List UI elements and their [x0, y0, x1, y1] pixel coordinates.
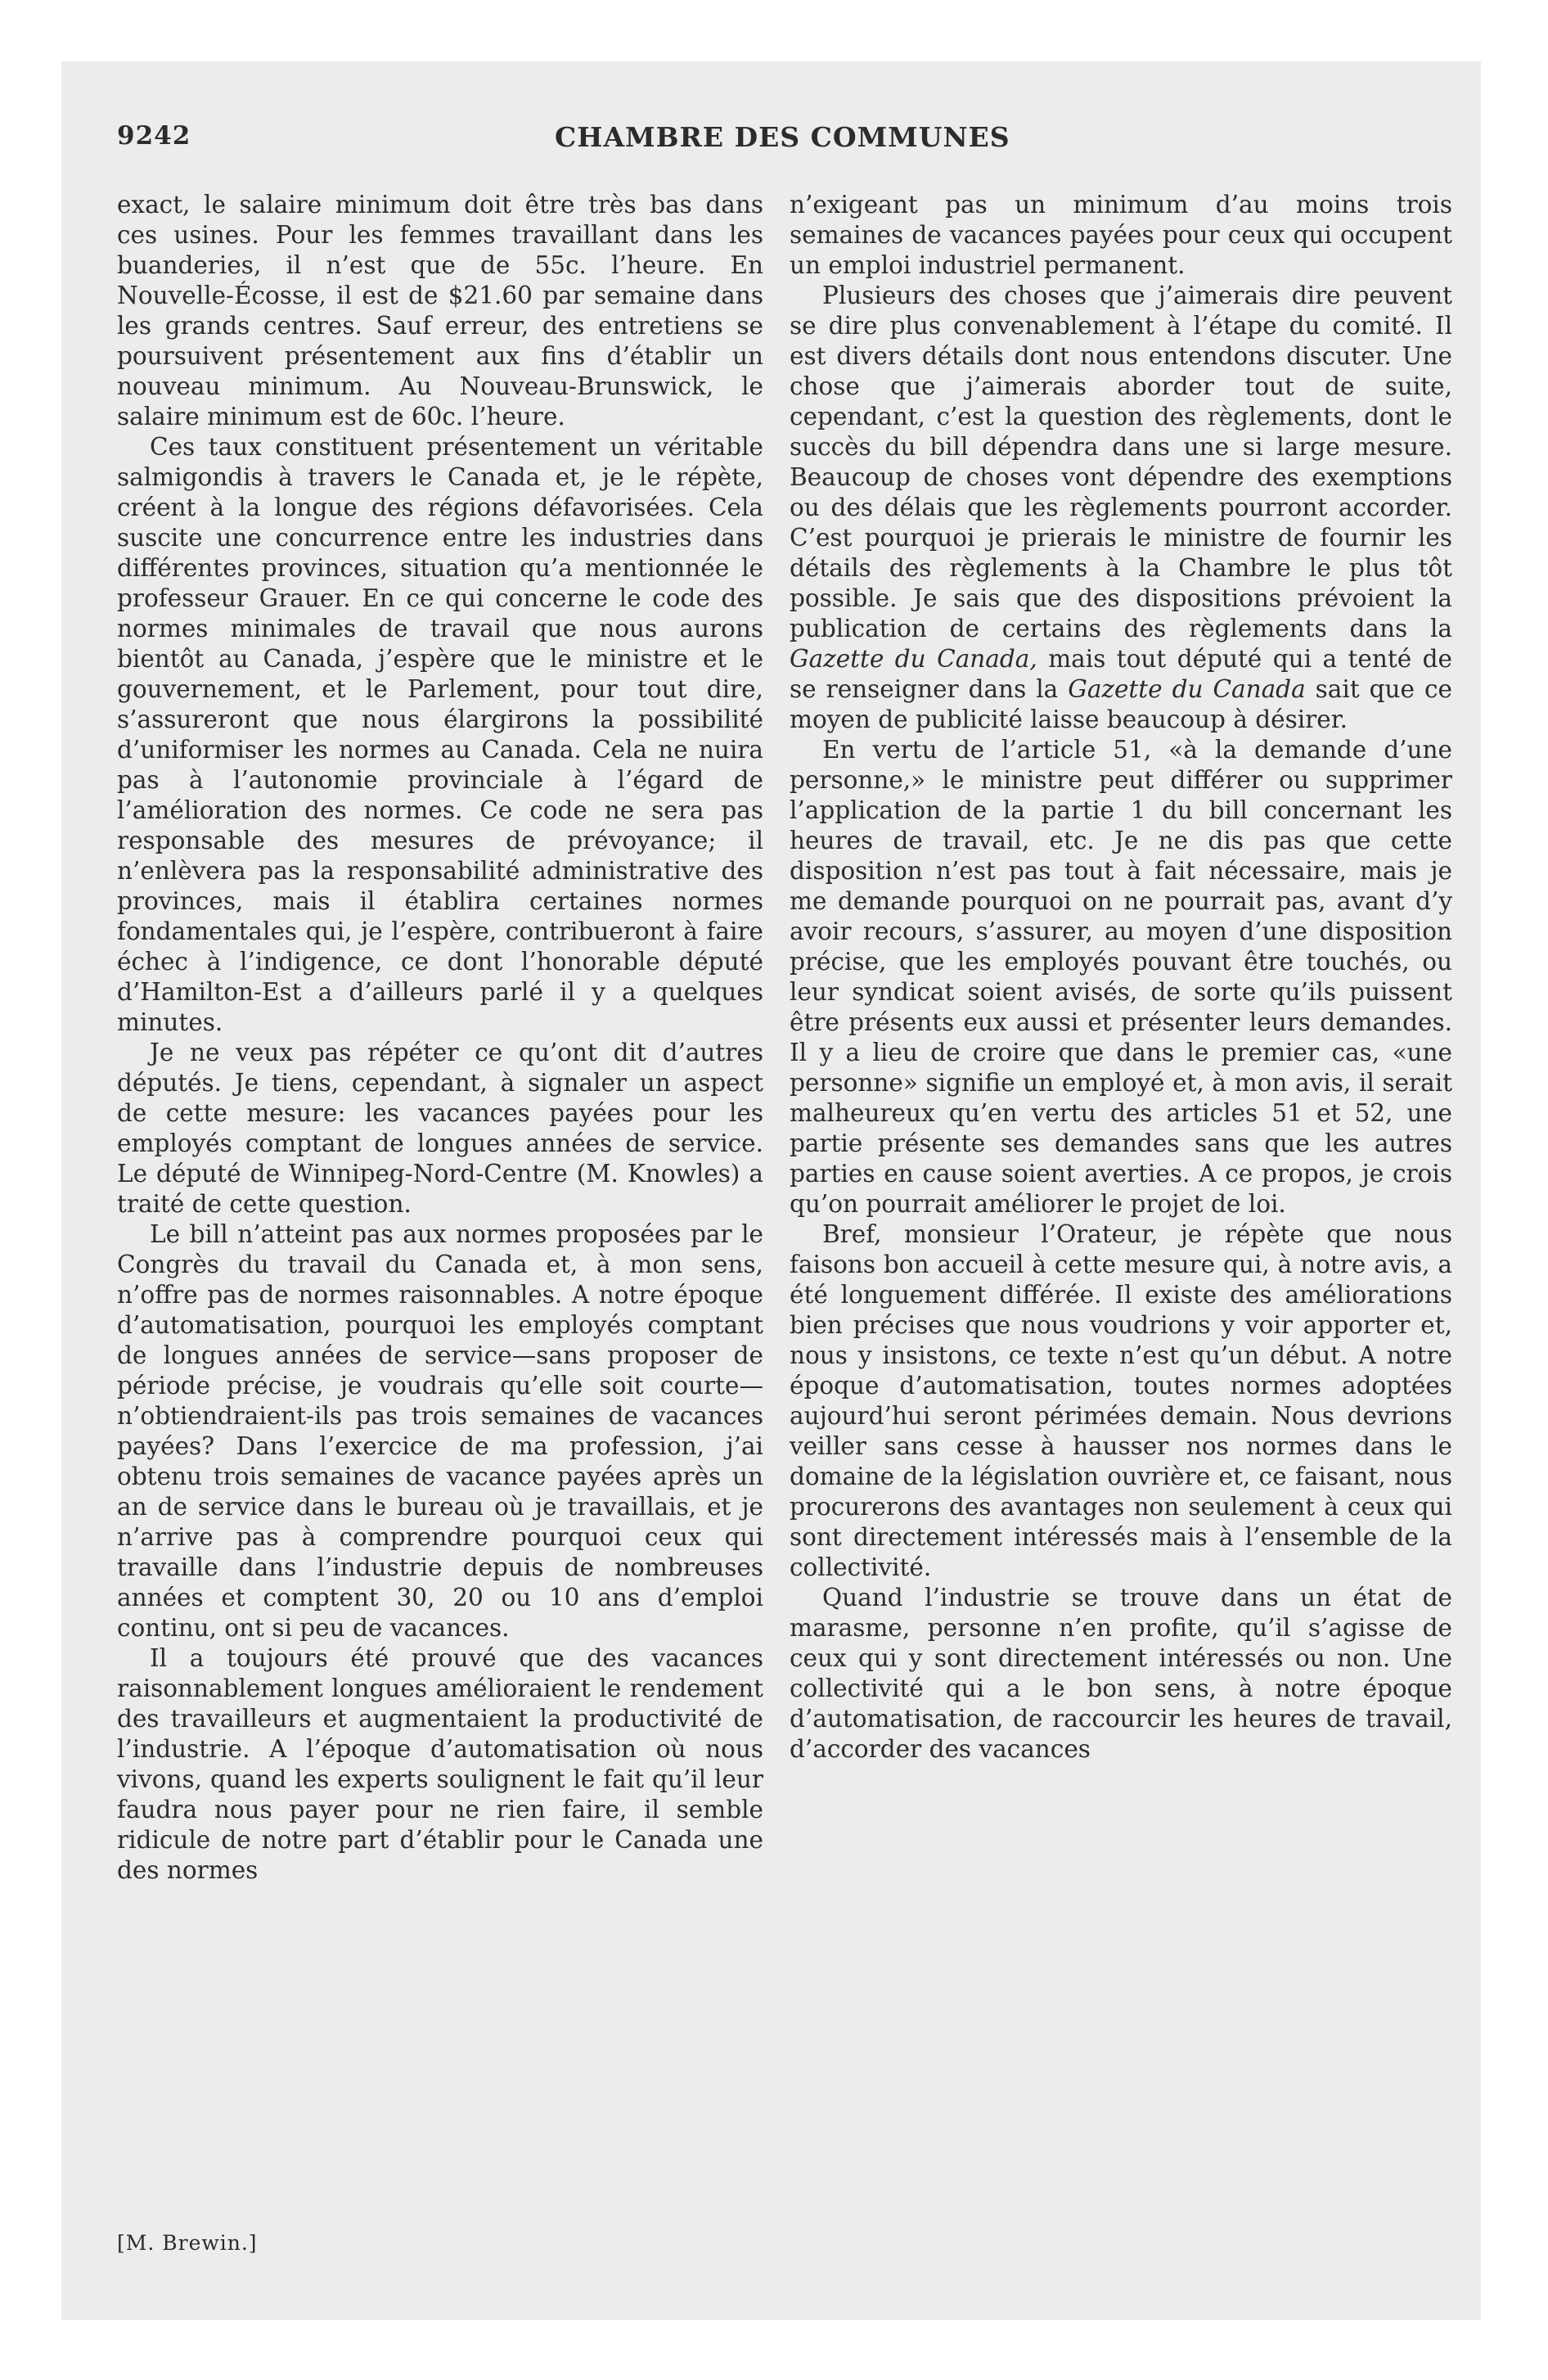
- paragraph-text: sait que ce moyen de publicité laisse beaucoup à désirer.: [790, 675, 1452, 733]
- paragraph: Le bill n’atteint pas aux normes proposées par le Congrès du travail du Canada et, à mon sens, n’offre pas de normes raisonnables. A notre époque d’automatisation, pourquoi les employés comptant de longues années de service—sans proposer de période précise, je voudrais qu’elle soit courte—n’obtiendraient-ils pas trois semaines de vacances payées? Dans l’exercice de ma profession, j’ai obtenu trois semaines de vacance payées après un an de service dans le bureau où je travaillais, et je n’arrive pas à comprendre pourquoi ceux qui travaille dans l’industrie depuis de nombreuses années et comptent 30, 20 ou 10 ans d’emploi continu, ont si peu de vacances.: [117, 1220, 763, 1642]
- paragraph: Ces taux constituent présentement un véritable salmigondis à travers le Canada et, je le répète, créent à la longue des régions défavorisées. Cela suscite une concurrence entre les industries dans différentes provinces, situation qu’a mentionnée le professeur Grauer. En ce qui concerne le code des normes minimales de travail que nous aurons bientôt au Canada, j’espère que le ministre et le gouvernement, et le Parlement, pour tout dire, s’assureront que nous élargirons la possibilité d’uniformiser les normes au Canada. Cela ne nuira pas à l’autonomie provinciale à l’égard de l’amélioration des normes. Ce code ne sera pas responsable des mesures de prévoyance; il n’enlèvera pas la responsabilité administrative des provinces, mais il établira certaines normes fondamentales qui, je l’espère, contribueront à faire échec à l’indigence, ce dont l’honorable député d’Hamilton-Est a d’ailleurs parlé il y a quelques minutes.: [117, 433, 763, 1036]
- paragraph: En vertu de l’article 51, «à la demande d’une personne,» le ministre peut différer ou supprimer l’application de la partie 1 du bill concernant les heures de travail, etc. Je ne dis pas que cette disposition n’est pas tout à fait nécessaire, mais je me demande pourquoi on ne pourrait pas, avant d’y avoir recours, s’assurer, au moyen d’une disposition précise, que les employés pouvant être touchés, ou leur syndicat soient avisés, de sorte qu’ils puissent être présents eux aussi et présenter leurs demandes. Il y a lieu de croire que dans le premier cas, «une personne» signifie un employé et, à mon avis, il serait malheureux qu’en vertu des articles 51 et 52, une partie présente ses demandes sans que les autres parties en cause soient averties. A ce propos, je crois qu’on pourrait améliorer le projet de loi.: [790, 736, 1452, 1218]
- publication-title: Gazette du Canada: [1068, 675, 1306, 703]
- paragraph: Je ne veux pas répéter ce qu’ont dit d’autres députés. Je tiens, cependant, à signaler un aspect de cette mesure: les vacances payées pour les employés comptant de longues années de service. Le député de Winnipeg-Nord-Centre (M. Knowles) a traité de cette question.: [117, 1039, 763, 1218]
- running-head: CHAMBRE DES COMMUNES: [555, 121, 1010, 153]
- right-column: [790, 190, 1452, 1765]
- left-column: [117, 190, 763, 1886]
- page-number: 9242: [117, 121, 191, 151]
- paragraph-text: Plusieurs des choses que j’aimerais dire peuvent se dire plus convenablement à l’étape du comité. Il est divers détails dont nous entendons discuter. Une chose que j’aimerais aborder tout de suite, cependant, c’est la question des règlements, dont le succès du bill dépendra dans une si large mesure. Beaucoup de choses vont dépendre des exemptions ou des délais que les règlements pourront accorder. C’est pourquoi je prierais le ministre de fournir les détails des règlements à la Chambre le plus tôt possible. Je sais que des dispositions prévoient la publication de certains des règlements dans la: [790, 282, 1452, 642]
- page-header: [117, 121, 1426, 162]
- paragraph: exact, le salaire minimum doit être très bas dans ces usines. Pour les femmes travaillant dans les buanderies, il n’est que de 55c. l’heure. En Nouvelle-Écosse, il est de $21.60 par semaine dans les grands centres. Sauf erreur, des entretiens se poursuivent présentement aux fins d’établir un nouveau minimum. Au Nouveau-Brunswick, le salaire minimum est de 60c. l’heure.: [117, 191, 763, 430]
- paragraph: Il a toujours été prouvé que des vacances raisonnablement longues amélioraient le rendement des travailleurs et augmentaient la productivité de l’industrie. A l’époque d’automatisation où nous vivons, quand les experts soulignent le fait qu’il leur faudra nous payer pour ne rien faire, il semble ridicule de notre part d’établir pour le Canada une des normes: [117, 1644, 763, 1884]
- paragraph: Quand l’industrie se trouve dans un état de marasme, personne n’en profite, qu’il s’agisse de ceux qui y sont directement intéressés ou non. Une collectivité qui a le bon sens, à notre époque d’automatisation, de raccourcir les heures de travail, d’accorder des vacances: [790, 1584, 1452, 1763]
- publication-title: Gazette du Canada,: [790, 645, 1037, 673]
- paragraph-text: mais tout député qui a tenté de se renseigner dans la: [790, 645, 1452, 703]
- paragraph: Bref, monsieur l’Orateur, je répète que nous faisons bon accueil à cette mesure qui, à notre avis, a été longuement différée. Il existe des améliorations bien précises que nous voudrions y voir apporter et, nous y insistons, ce texte n’est qu’un début. A notre époque d’automatisation, toutes normes adoptées aujourd’hui seront périmées demain. Nous devrions veiller sans cesse à hausser nos normes dans le domaine de la législation ouvrière et, ce faisant, nous procurerons des avantages non seulement à ceux qui sont directement intéressés mais à l’ensemble de la collectivité.: [790, 1220, 1452, 1581]
- paragraph: [790, 281, 1452, 735]
- speaker-attribution: [M. Brewin.]: [117, 2231, 258, 2255]
- paragraph: n’exigeant pas un minimum d’au moins trois semaines de vacances payées pour ceux qui occupent un emploi industriel permanent.: [790, 191, 1452, 279]
